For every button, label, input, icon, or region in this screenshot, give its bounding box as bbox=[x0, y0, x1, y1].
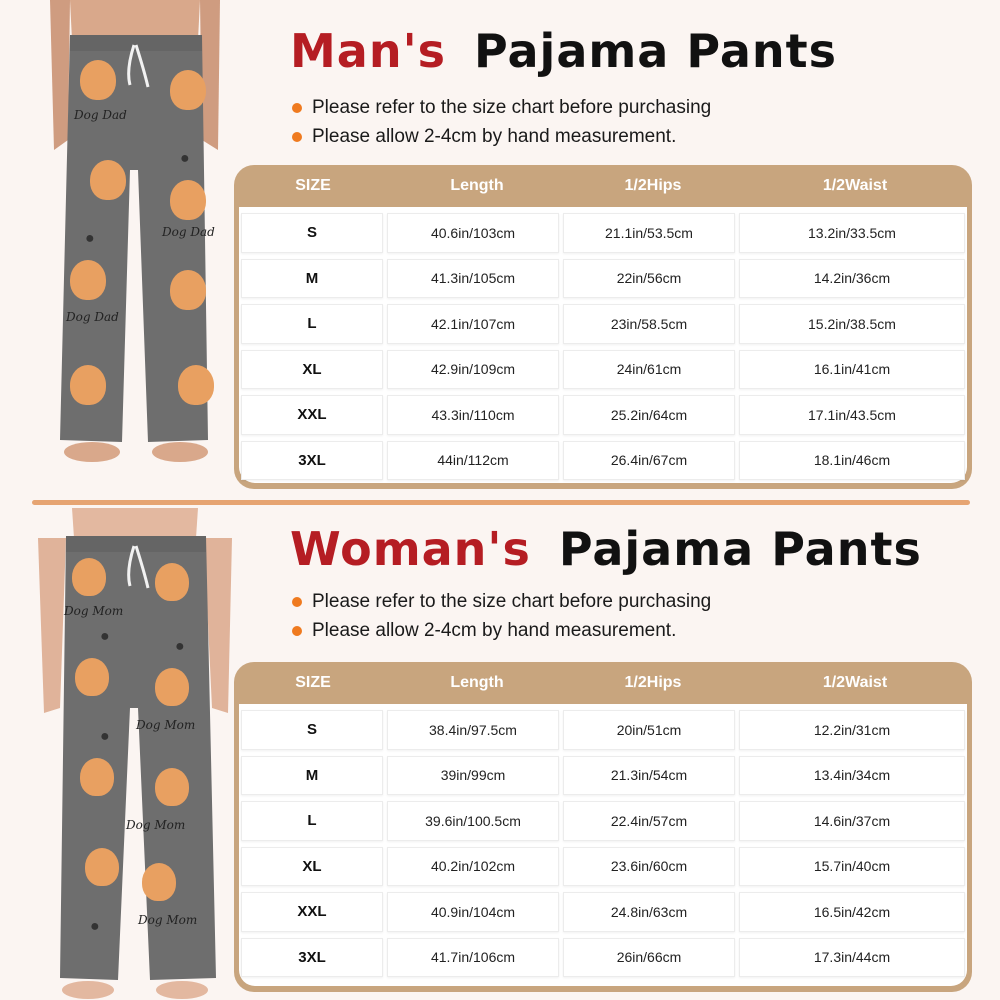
waist-cell: 17.3in/44cm bbox=[739, 938, 965, 978]
paw-print-icon: ● bbox=[85, 230, 95, 247]
table-row bbox=[239, 798, 967, 844]
length-cell: 43.3in/110cm bbox=[387, 395, 559, 435]
table-row bbox=[239, 256, 967, 302]
bullet-dot-icon bbox=[292, 626, 302, 636]
note-item bbox=[290, 122, 711, 151]
size-chart-header bbox=[234, 165, 972, 207]
length-cell: 42.1in/107cm bbox=[387, 304, 559, 344]
table-row bbox=[239, 707, 967, 753]
dog-face-icon bbox=[70, 260, 106, 300]
man-size-chart bbox=[234, 165, 972, 489]
waist-cell: 14.2in/36cm bbox=[739, 259, 965, 299]
man-title-product: Pajama Pants bbox=[474, 24, 837, 78]
size-cell: 3XL bbox=[241, 441, 383, 481]
size-cell: XL bbox=[241, 350, 383, 390]
dog-face-icon bbox=[155, 668, 189, 706]
dog-face-icon bbox=[178, 365, 214, 405]
table-row bbox=[239, 753, 967, 799]
woman-title-gender: Woman's bbox=[290, 522, 531, 576]
dog-face-icon bbox=[70, 365, 106, 405]
woman-pants-photo bbox=[30, 508, 240, 1000]
table-row bbox=[239, 889, 967, 935]
man-pants-photo bbox=[30, 0, 240, 470]
pants-print-text: Dog Dad bbox=[66, 310, 119, 324]
header-size: SIZE bbox=[295, 177, 331, 194]
woman-notes bbox=[290, 587, 711, 645]
size-cell: S bbox=[241, 710, 383, 750]
dog-face-icon bbox=[155, 563, 189, 601]
table-row bbox=[239, 301, 967, 347]
waist-cell: 13.2in/33.5cm bbox=[739, 213, 965, 253]
waist-cell: 16.1in/41cm bbox=[739, 350, 965, 390]
waist-cell: 12.2in/31cm bbox=[739, 710, 965, 750]
length-cell: 38.4in/97.5cm bbox=[387, 710, 559, 750]
dog-face-icon bbox=[142, 863, 176, 901]
bullet-dot-icon bbox=[292, 132, 302, 142]
header-waist: 1/2Waist bbox=[822, 177, 888, 194]
size-cell: 3XL bbox=[241, 938, 383, 978]
hips-cell: 22in/56cm bbox=[563, 259, 735, 299]
paw-print-icon: ● bbox=[90, 918, 100, 935]
waist-cell: 16.5in/42cm bbox=[739, 892, 965, 932]
header-length: Length bbox=[450, 674, 504, 691]
length-cell: 41.7in/106cm bbox=[387, 938, 559, 978]
length-cell: 40.2in/102cm bbox=[387, 847, 559, 887]
length-cell: 40.6in/103cm bbox=[387, 213, 559, 253]
size-chart-body bbox=[239, 207, 967, 483]
hips-cell: 20in/51cm bbox=[563, 710, 735, 750]
pants-print-text: Dog Dad bbox=[74, 108, 127, 122]
size-cell: XL bbox=[241, 847, 383, 887]
woman-title-product: Pajama Pants bbox=[558, 522, 922, 576]
size-cell: L bbox=[241, 304, 383, 344]
dog-face-icon bbox=[170, 70, 206, 110]
length-cell: 42.9in/109cm bbox=[387, 350, 559, 390]
man-title-gender: Man's bbox=[290, 24, 447, 78]
hips-cell: 23in/58.5cm bbox=[563, 304, 735, 344]
note-item bbox=[290, 93, 711, 122]
bullet-dot-icon bbox=[292, 103, 302, 113]
header-size: SIZE bbox=[295, 674, 331, 691]
table-row bbox=[239, 392, 967, 438]
waist-cell: 15.7in/40cm bbox=[739, 847, 965, 887]
note-item bbox=[290, 616, 711, 645]
hips-cell: 24.8in/63cm bbox=[563, 892, 735, 932]
size-cell: M bbox=[241, 259, 383, 299]
dog-face-icon bbox=[80, 60, 116, 100]
length-cell: 39in/99cm bbox=[387, 756, 559, 796]
note-text: Please allow 2-4cm by hand measurement. bbox=[312, 126, 677, 147]
waist-cell: 14.6in/37cm bbox=[739, 801, 965, 841]
hips-cell: 25.2in/64cm bbox=[563, 395, 735, 435]
length-cell: 39.6in/100.5cm bbox=[387, 801, 559, 841]
table-row bbox=[239, 210, 967, 256]
size-cell: M bbox=[241, 756, 383, 796]
pants-print-text: Dog Mom bbox=[126, 818, 186, 832]
bullet-dot-icon bbox=[292, 597, 302, 607]
size-cell: L bbox=[241, 801, 383, 841]
header-length: Length bbox=[450, 177, 504, 194]
pants-print-text: Dog Dad bbox=[162, 225, 215, 239]
waist-cell: 18.1in/46cm bbox=[739, 441, 965, 481]
dog-face-icon bbox=[170, 270, 206, 310]
hips-cell: 24in/61cm bbox=[563, 350, 735, 390]
note-item bbox=[290, 587, 711, 616]
dog-face-icon bbox=[170, 180, 206, 220]
header-waist: 1/2Waist bbox=[822, 674, 888, 691]
dog-face-icon bbox=[155, 768, 189, 806]
table-row bbox=[239, 935, 967, 981]
table-row bbox=[239, 347, 967, 393]
dog-face-icon bbox=[85, 848, 119, 886]
length-cell: 41.3in/105cm bbox=[387, 259, 559, 299]
length-cell: 44in/112cm bbox=[387, 441, 559, 481]
header-hips: 1/2Hips bbox=[624, 674, 682, 691]
paw-print-icon: ● bbox=[180, 150, 190, 167]
note-text: Please refer to the size chart before purchasing bbox=[312, 97, 712, 118]
hips-cell: 23.6in/60cm bbox=[563, 847, 735, 887]
hips-cell: 21.3in/54cm bbox=[563, 756, 735, 796]
hips-cell: 26in/66cm bbox=[563, 938, 735, 978]
hips-cell: 22.4in/57cm bbox=[563, 801, 735, 841]
woman-size-chart bbox=[234, 662, 972, 992]
header-hips: 1/2Hips bbox=[624, 177, 682, 194]
table-row bbox=[239, 438, 967, 484]
section-divider bbox=[32, 500, 970, 505]
man-notes bbox=[290, 93, 711, 151]
man-title bbox=[290, 24, 837, 78]
size-cell: XXL bbox=[241, 892, 383, 932]
size-chart-header bbox=[234, 662, 972, 704]
paw-print-icon: ● bbox=[100, 628, 110, 645]
note-text: Please refer to the size chart before purchasing bbox=[312, 591, 712, 612]
dog-face-icon bbox=[72, 558, 106, 596]
table-row bbox=[239, 844, 967, 890]
pants-print-text: Dog Mom bbox=[138, 913, 198, 927]
pants-print-text: Dog Mom bbox=[64, 604, 124, 618]
note-text: Please allow 2-4cm by hand measurement. bbox=[312, 620, 677, 641]
size-cell: XXL bbox=[241, 395, 383, 435]
pants-print-text: Dog Mom bbox=[136, 718, 196, 732]
dog-face-icon bbox=[75, 658, 109, 696]
dog-face-icon bbox=[90, 160, 126, 200]
size-cell: S bbox=[241, 213, 383, 253]
paw-print-icon: ● bbox=[175, 638, 185, 655]
woman-pants-illustration bbox=[30, 508, 240, 1000]
woman-title bbox=[290, 522, 922, 576]
length-cell: 40.9in/104cm bbox=[387, 892, 559, 932]
waist-cell: 17.1in/43.5cm bbox=[739, 395, 965, 435]
size-chart-body bbox=[239, 704, 967, 986]
waist-cell: 13.4in/34cm bbox=[739, 756, 965, 796]
paw-print-icon: ● bbox=[100, 728, 110, 745]
hips-cell: 26.4in/67cm bbox=[563, 441, 735, 481]
waist-cell: 15.2in/38.5cm bbox=[739, 304, 965, 344]
dog-face-icon bbox=[80, 758, 114, 796]
hips-cell: 21.1in/53.5cm bbox=[563, 213, 735, 253]
